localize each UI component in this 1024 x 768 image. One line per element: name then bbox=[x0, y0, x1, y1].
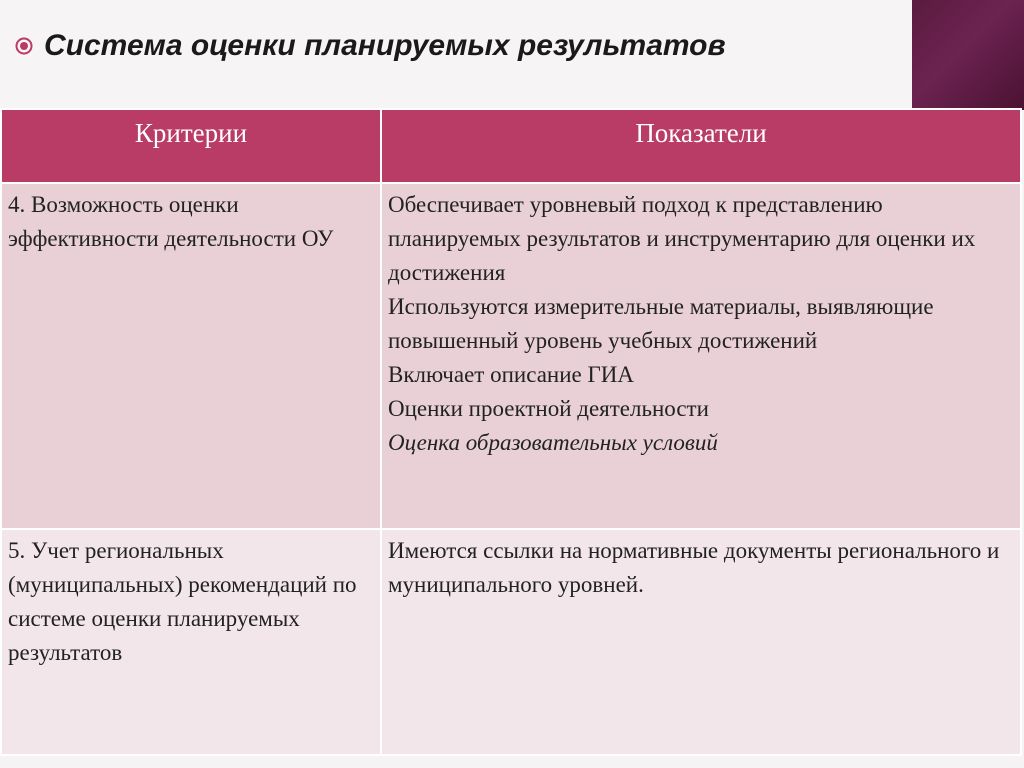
column-header-indicators: Показатели bbox=[381, 109, 1021, 183]
indicator-item: Используются измерительные материалы, выявляющие повышенный уровень учебных достижений bbox=[388, 294, 934, 353]
title-row bbox=[14, 24, 726, 68]
slide-title: Система оценки планируемых результатов bbox=[44, 29, 726, 62]
indicator-item: Включает описание ГИА bbox=[388, 362, 634, 387]
column-header-criteria: Критерии bbox=[1, 109, 381, 183]
criterion-cell: 5. Учет региональных (муниципальных) рекомендаций по системе оценки планируемых результатов bbox=[1, 529, 381, 755]
table-header-row bbox=[1, 109, 1021, 183]
indicator-item: Обеспечивает уровневый подход к представлению планируемых результатов и инструментарию для оценки их достижения bbox=[388, 192, 976, 285]
indicators-cell bbox=[381, 183, 1021, 529]
criteria-table-container bbox=[0, 108, 1022, 768]
indicators-cell bbox=[381, 529, 1021, 755]
indicator-item: Имеются ссылки на нормативные документы регионального и муниципального уровней. bbox=[388, 538, 1000, 597]
decorative-band bbox=[912, 0, 1024, 110]
criteria-table bbox=[0, 108, 1022, 756]
criterion-cell: 4. Возможность оценки эффективности деятельности ОУ bbox=[1, 183, 381, 529]
indicator-item: Оценки проектной деятельности bbox=[388, 396, 709, 421]
table-row bbox=[1, 183, 1021, 529]
indicator-item: Оценка образовательных условий bbox=[388, 430, 718, 455]
circled-dot-icon bbox=[14, 36, 34, 56]
table-row bbox=[1, 529, 1021, 755]
